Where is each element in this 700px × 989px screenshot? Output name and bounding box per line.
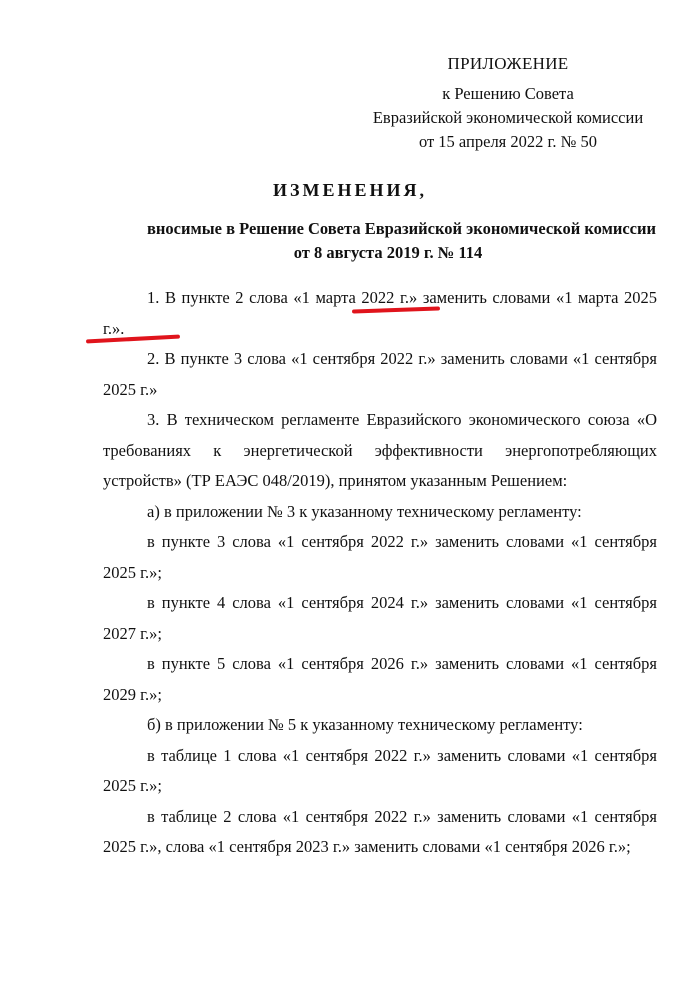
document-body (103, 283, 657, 863)
paragraph-3: 3. В техническом регламенте Евразийского экономического союза «О требованиях к энергетической эффективности энергопотребляющих устройств» (ТР ЕАЭС 048/2019), принятом указанным Решением: (103, 410, 657, 490)
paragraph-3a-item-2: в пункте 4 слова «1 сентября 2024 г.» заменить словами «1 сентября 2027 г.»; (103, 593, 657, 643)
appendix-line-2: Евразийской экономической комиссии (372, 108, 644, 127)
paragraph-3b-item-2: в таблице 2 слова «1 сентября 2022 г.» заменить словами «1 сентября 2025 г.», слова «1 сентября 2023 г.» заменить словами «1 сентября 2026 г.»; (103, 806, 657, 856)
paragraph-3a: а) в приложении № 3 к указанному техническому регламенту: (147, 501, 582, 521)
paragraph-3b: б) в приложении № 5 к указанному техническому регламенту: (147, 715, 583, 734)
appendix-line-1: к Решению Совета (442, 84, 574, 103)
paragraph-1: 1. В пункте 2 слова «1 марта 2022 г.» заменить словами «1 марта 2025 г.». (103, 288, 657, 338)
subtitle-line-2: от 8 августа 2019 г. № 114 (293, 243, 483, 262)
appendix-heading: ПРИЛОЖЕНИЕ (447, 54, 569, 73)
paragraph-3b-item-1: в таблице 1 слова «1 сентября 2022 г.» заменить словами «1 сентября 2025 г.»; (103, 745, 657, 795)
paragraph-2: 2. В пункте 3 слова «1 сентября 2022 г.» заменить словами «1 сентября 2025 г.» (103, 349, 657, 399)
document-title: ИЗМЕНЕНИЯ, (272, 180, 427, 200)
appendix-line-3: от 15 апреля 2022 г. № 50 (418, 132, 598, 151)
paragraph-3a-item-3: в пункте 5 слова «1 сентября 2026 г.» заменить словами «1 сентября 2029 г.»; (103, 654, 657, 704)
paragraph-3a-item-1: в пункте 3 слова «1 сентября 2022 г.» заменить словами «1 сентября 2025 г.»; (103, 532, 657, 582)
subtitle-line-1: вносимые в Решение Совета Евразийской экономической комиссии (147, 219, 656, 238)
appendix-block (360, 52, 656, 154)
document-subtitle (80, 217, 656, 265)
